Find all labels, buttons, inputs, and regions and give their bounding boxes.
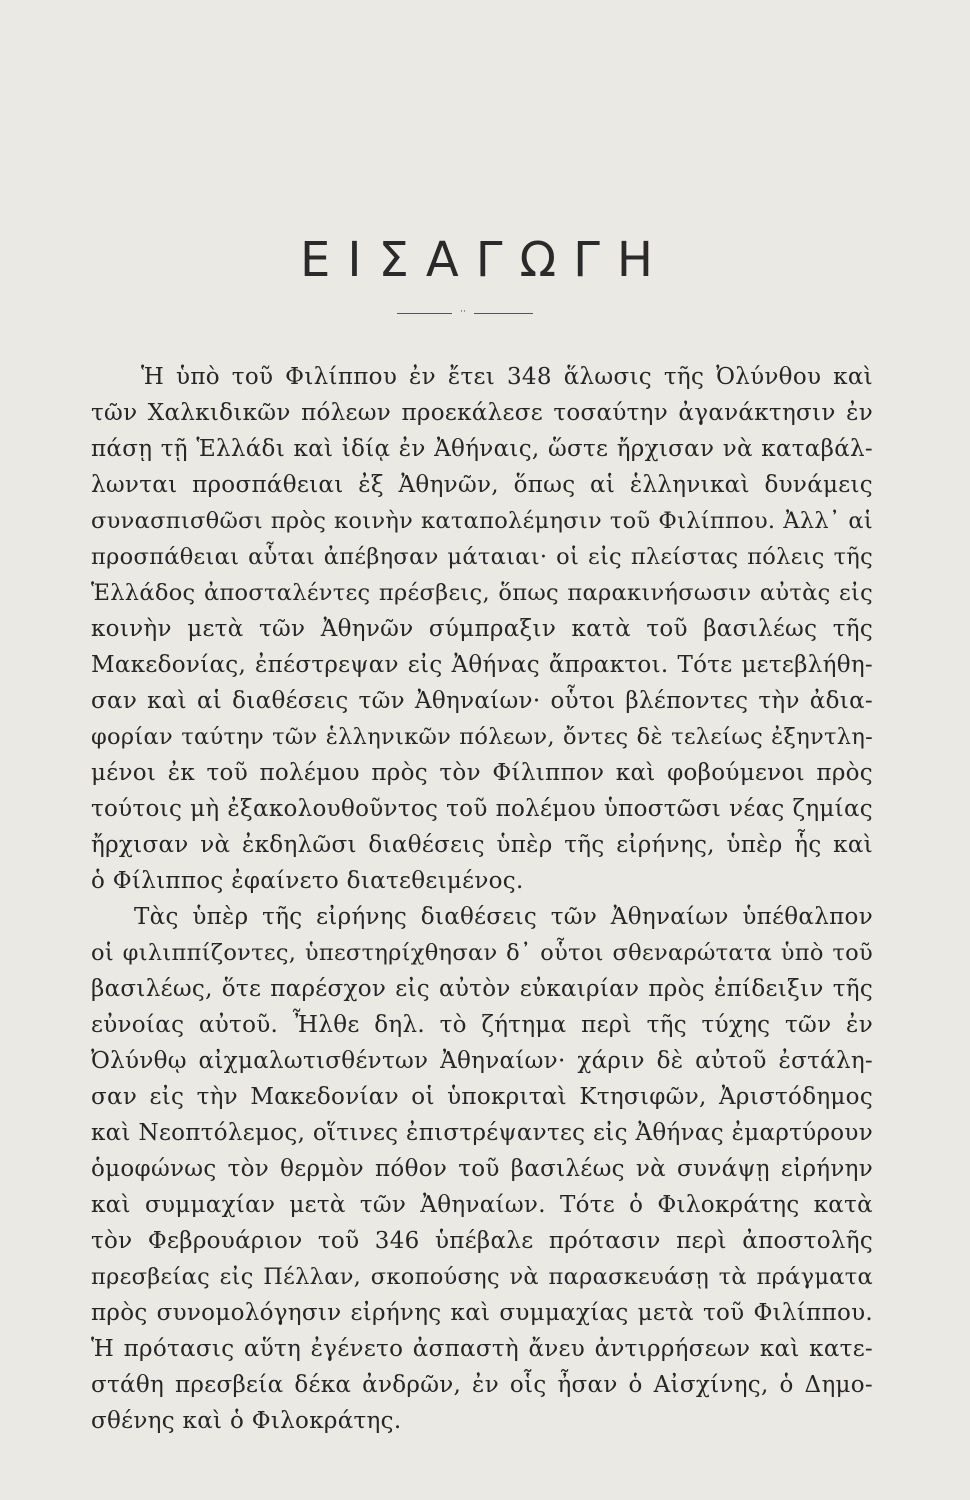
text-line: συνασπισθῶσι πρὸς κοινὴν καταπολέμησιν τοῦ Φιλίππου. Ἀλλ᾽ αἱ (91, 508, 873, 534)
text-line: Ἡ ὑπὸ τοῦ Φιλίππου ἐν ἔτει 348 ἅλωσις τῆς Ὀλύνθου καὶ (141, 364, 873, 390)
text-line: βασιλέως, ὅτε παρέσχον εἰς αὐτὸν εὐκαιρίαν πρὸς ἐπίδειξιν τῆς (91, 976, 873, 1002)
text-line: οἱ φιλιππίζοντες, ὑπεστηρίχθησαν δ᾽ οὗτοι σθεναρώτατα ὑπὸ τοῦ (91, 940, 873, 966)
text-line: σαν εἰς τὴν Μακεδονίαν οἱ ὑποκριταὶ Κτησιφῶν, Ἀριστόδημος (91, 1084, 873, 1110)
text-line: Μακεδονίας, ἐπέστρεψαν εἰς Ἀθήνας ἄπρακτοι. Τότε μετεβλήθη- (91, 652, 873, 678)
text-line: πρὸς συνομολόγησιν εἰρήνης καὶ συμμαχίας μετὰ τοῦ Φιλίππου. (91, 1300, 873, 1326)
text-line: στάθη πρεσβεία δέκα ἀνδρῶν, ἐν οἷς ἦσαν ὁ Αἰσχίνης, ὁ Δημο- (91, 1372, 873, 1398)
heading-ornament: ·· (452, 308, 474, 316)
text-line: Ὀλύνθῳ αἰχμαλωτισθέντων Ἀθηναίων· χάριν δὲ αὐτοῦ ἐστάλη- (91, 1048, 873, 1074)
chapter-heading: ΕΙΣΑΓΩΓΗ (300, 232, 670, 288)
text-line: σαν καὶ αἱ διαθέσεις τῶν Ἀθηναίων· οὗτοι βλέποντες τὴν ἀδια- (91, 688, 873, 714)
text-line: λωνται προσπάθειαι ἐξ Ἀθηνῶν, ὅπως αἱ ἑλληνικαὶ δυνάμεις (91, 472, 873, 498)
text-line: φορίαν ταύτην τῶν ἑλληνικῶν πόλεων, ὄντες δὲ τελείως ἐξηντλη- (91, 724, 873, 750)
text-line: ἤρχισαν νὰ ἐκδηλῶσι διαθέσεις ὑπὲρ τῆς εἰρήνης, ὑπὲρ ἧς καὶ (91, 832, 873, 858)
text-line: καὶ Νεοπτόλεμος, οἵτινες ἐπιστρέψαντες εἰς Ἀθήνας ἐμαρτύρουν (91, 1120, 873, 1146)
text-line: Ἡ πρότασις αὕτη ἐγένετο ἀσπαστὴ ἄνευ ἀντιρρήσεων καὶ κατε- (91, 1336, 873, 1362)
text-line: Τὰς ὑπὲρ τῆς εἰρήνης διαθέσεις τῶν Ἀθηναίων ὑπέθαλπον (134, 904, 873, 930)
text-line: τούτοις μὴ ἐξακολουθοῦντος τοῦ πολέμου ὑποστῶσι νέας ζημίας (91, 796, 873, 822)
text-line: καὶ συμμαχίαν μετὰ τῶν Ἀθηναίων. Τότε ὁ Φιλοκράτης κατὰ (91, 1192, 873, 1218)
text-line: ὁ Φίλιππος ἐφαίνετο διατεθειμένος. (91, 868, 524, 894)
text-line: εὐνοίας αὐτοῦ. Ἦλθε δηλ. τὸ ζήτημα περὶ τῆς τύχης τῶν ἐν (91, 1012, 873, 1038)
text-line: πάσῃ τῇ Ἑλλάδι καὶ ἰδίᾳ ἐν Ἀθήναις, ὥστε ἤρχισαν νὰ καταβάλ- (91, 436, 873, 462)
text-line: σθένης καὶ ὁ Φιλοκράτης. (91, 1408, 402, 1434)
text-line: τὸν Φεβρουάριον τοῦ 346 ὑπέβαλε πρότασιν περὶ ἀποστολῆς (91, 1228, 873, 1254)
text-line: ὁμοφώνως τὸν θερμὸν πόθον τοῦ βασιλέως νὰ συνάψῃ εἰρήνην (91, 1156, 873, 1182)
text-line: τῶν Χαλκιδικῶν πόλεων προεκάλεσε τοσαύτην ἀγανάκτησιν ἐν (91, 400, 873, 426)
text-line: πρεσβείας εἰς Πέλλαν, σκοπούσης νὰ παρασκευάσῃ τὰ πράγματα (91, 1264, 873, 1290)
text-line: προσπάθειαι αὗται ἀπέβησαν μάταιαι· οἱ εἰς πλείστας πόλεις τῆς (91, 544, 873, 570)
text-line: κοινὴν μετὰ τῶν Ἀθηνῶν σύμπραξιν κατὰ τοῦ βασιλέως τῆς (91, 616, 873, 642)
text-line: Ἑλλάδος ἀποσταλέντες πρέσβεις, ὅπως παρακινήσωσιν αὐτὰς εἰς (91, 580, 873, 606)
text-line: μένοι ἐκ τοῦ πολέμου πρὸς τὸν Φίλιππον καὶ φοβούμενοι πρὸς (91, 760, 873, 786)
